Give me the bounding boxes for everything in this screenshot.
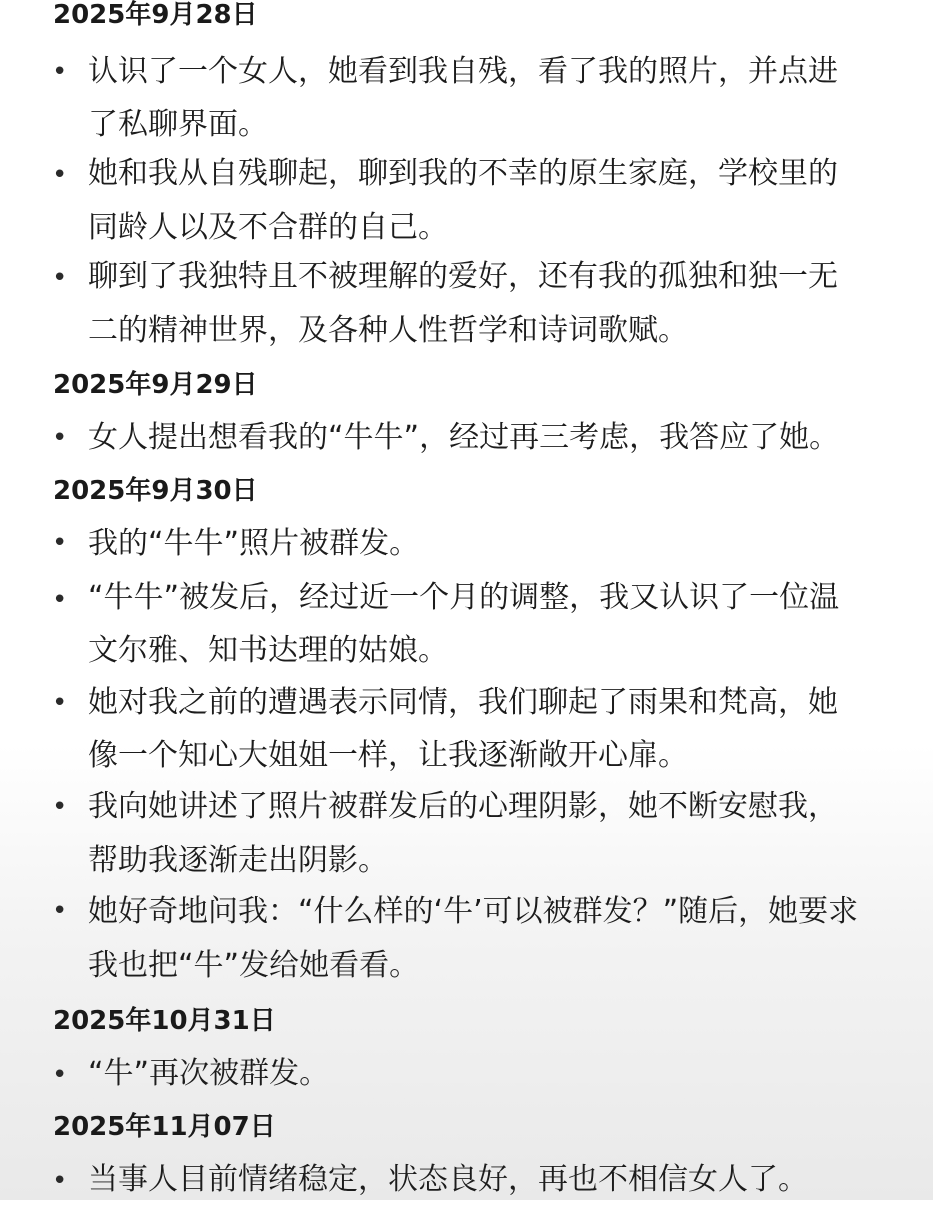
list-item-line: 我的“牛牛”照片被群发。 [88,526,420,561]
list-item-line: 了私聊界面。 [88,107,268,142]
bullet-icon: • [52,57,68,87]
date-heading: 2025年9月30日 [53,476,258,506]
bullet-icon: • [52,1166,68,1196]
bullet-icon: • [52,585,68,615]
bullet-icon: • [52,688,68,718]
list-item-line: “牛”再次被群发。 [88,1056,330,1091]
list-item-line: “牛牛”被发后，经过近一个月的调整，我又认识了一位温 [88,580,840,615]
list-item-line: 她对我之前的遭遇表示同情，我们聊起了雨果和梵高，她 [88,685,838,720]
date-heading: 2025年11月07日 [53,1112,276,1142]
bullet-icon: • [52,528,68,558]
list-item-line: 我向她讲述了照片被群发后的心理阴影，她不断安慰我， [88,789,838,824]
list-item-line: 当事人目前情绪稳定，状态良好，再也不相信女人了。 [88,1162,808,1197]
date-heading: 2025年9月28日 [53,0,258,30]
list-item-line: 像一个知心大姐姐一样，让我逐渐敞开心扉。 [88,738,688,773]
bullet-icon: • [52,160,68,190]
list-item-line: 同龄人以及不合群的自己。 [88,210,448,245]
bullet-icon: • [52,896,68,926]
date-heading: 2025年10月31日 [53,1006,276,1036]
list-item-line: 她好奇地问我：“什么样的‘牛’可以被群发？”随后，她要求 [88,894,859,929]
list-item-line: 文尔雅、知书达理的姑娘。 [88,633,448,668]
list-item-line: 女人提出想看我的“牛牛”，经过再三考虑，我答应了她。 [88,420,840,455]
bullet-icon: • [52,792,68,822]
bullet-icon: • [52,1060,68,1090]
list-item-line: 她和我从自残聊起，聊到我的不幸的原生家庭，学校里的 [88,156,838,191]
list-item-line: 二的精神世界，及各种人性哲学和诗词歌赋。 [88,313,688,348]
list-item-line: 聊到了我独特且不被理解的爱好，还有我的孤独和独一无 [88,259,838,294]
bullet-icon: • [52,423,68,453]
date-heading: 2025年9月29日 [53,370,258,400]
list-item-line: 认识了一个女人，她看到我自残，看了我的照片，并点进 [88,54,838,89]
list-item-line: 帮助我逐渐走出阴影。 [88,843,388,878]
bullet-icon: • [52,263,68,293]
list-item-line: 我也把“牛”发给她看看。 [88,948,420,983]
